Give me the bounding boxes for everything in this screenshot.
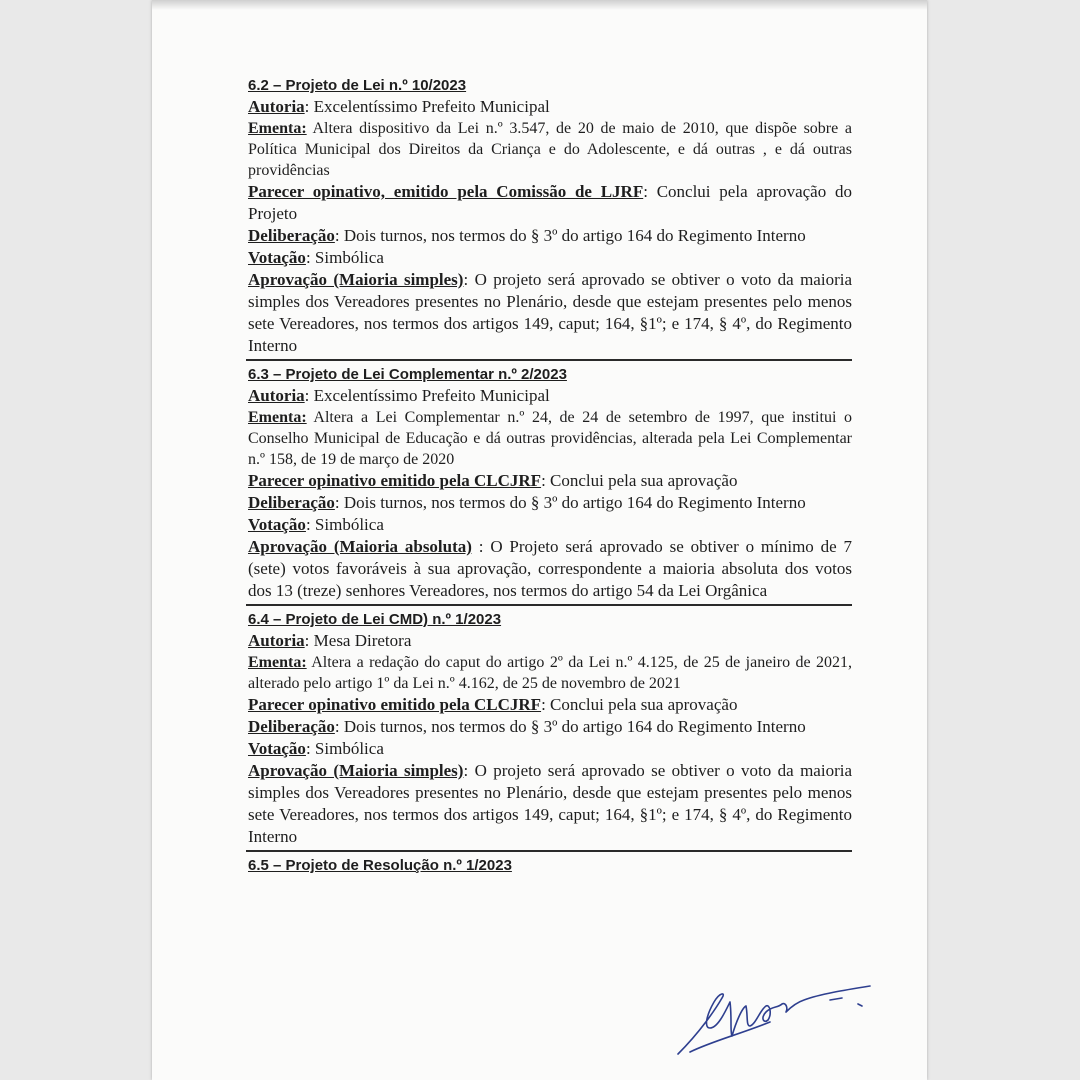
votacao-label: Votação (248, 515, 306, 534)
ementa-value: Altera a Lei Complementar n.º 24, de 24 de setembro de 1997, que institui o Conselho Municipal de Educação e dá outras providências, alterada pela Lei Complementar n.º 158, de 19 de março de 2020 (248, 409, 853, 468)
autoria-label: Autoria (248, 386, 305, 405)
autoria-line: Autoria: Excelentíssimo Prefeito Municipal (248, 386, 550, 405)
section-divider (246, 604, 852, 606)
deliberacao-line: Deliberação: Dois turnos, nos termos do § 3º do artigo 164 do Regimento Interno (248, 226, 806, 245)
aprovacao-label: Aprovação (Maioria simples) (248, 761, 464, 780)
ementa-label: Ementa: (248, 409, 307, 426)
parecer-value: Conclui pela sua aprovação (550, 695, 738, 714)
parecer-line: Parecer opinativo emitido pela CLCJRF: Conclui pela sua aprovação (248, 471, 738, 490)
autoria-line: Autoria: Mesa Diretora (248, 631, 412, 650)
aprovacao-label: Aprovação (Maioria absoluta) (248, 537, 472, 556)
aprovacao-value: O Projeto será aprovado se obtiver o mínimo de 7 (sete) votos favoráveis à sua aprovação, correspondente a maioria absoluta dos votos dos 13 (treze) senhores Vereadores, nos termos do artigo 54 da Lei Orgânica (248, 537, 852, 600)
ementa-label: Ementa: (248, 654, 307, 671)
aprovacao-line: Aprovação (Maioria absoluta) : O Projeto será aprovado se obtiver o mínimo de 7 (sete) votos favoráveis à sua aprovação, correspondente a maioria absoluta dos votos dos 13 (treze) senhores Vereadores, nos termos do artigo 54 da Lei Orgânica (248, 537, 852, 600)
deliberacao-value: Dois turnos, nos termos do § 3º do artigo 164 do Regimento Interno (343, 717, 806, 736)
deliberacao-value: Dois turnos, nos termos do § 3º do artigo 164 do Regimento Interno (343, 493, 806, 512)
section-6-4 (248, 610, 852, 852)
autoria-label: Autoria (248, 631, 305, 650)
section-heading: 6.3 – Projeto de Lei Complementar n.º 2/2023 (248, 366, 567, 383)
votacao-label: Votação (248, 248, 306, 267)
votacao-value: Simbólica (314, 515, 384, 534)
parecer-line: Parecer opinativo emitido pela CLCJRF: Conclui pela sua aprovação (248, 695, 738, 714)
document-content (248, 76, 852, 876)
ementa-line (248, 118, 852, 181)
votacao-line: Votação: Simbólica (248, 248, 384, 267)
parecer-value: Conclui pela sua aprovação (550, 471, 738, 490)
aprovacao-value: O projeto será aprovado se obtiver o voto da maioria simples dos Vereadores presentes no Plenário, desde que estejam presentes pelo menos sete Vereadores, nos termos dos artigos 149, caput; 164, §1º; e 174, § 4º, do Regimento Interno (248, 761, 852, 846)
deliberacao-label: Deliberação (248, 226, 335, 245)
votacao-value: Simbólica (314, 739, 384, 758)
section-divider (246, 359, 852, 361)
ementa-line (248, 652, 852, 694)
autoria-value: Excelentíssimo Prefeito Municipal (313, 386, 550, 405)
section-6-5 (248, 856, 852, 875)
deliberacao-line: Deliberação: Dois turnos, nos termos do § 3º do artigo 164 do Regimento Interno (248, 493, 806, 512)
deliberacao-label: Deliberação (248, 717, 335, 736)
autoria-value: Mesa Diretora (313, 631, 412, 650)
autoria-line: Autoria: Excelentíssimo Prefeito Municipal (248, 97, 550, 116)
ementa-label: Ementa: (248, 120, 307, 137)
parecer-label: Parecer opinativo emitido pela CLCJRF (248, 695, 542, 714)
parecer-value: Conclui pela aprovação do Projeto (248, 182, 852, 223)
autoria-value: Excelentíssimo Prefeito Municipal (313, 97, 550, 116)
ementa-value: Altera dispositivo da Lei n.º 3.547, de 20 de maio de 2010, que dispõe sobre a Política Municipal dos Direitos da Criança e do Adolescente, e dá outras , e dá outras providências (248, 120, 852, 179)
ementa-value: Altera a redação do caput do artigo 2º da Lei n.º 4.125, de 25 de janeiro de 2021, alterado pelo artigo 1º da Lei n.º 4.162, de 25 de novembro de 2021 (248, 654, 852, 692)
autoria-label: Autoria (248, 97, 305, 116)
votacao-line: Votação: Simbólica (248, 515, 384, 534)
section-divider (246, 850, 852, 852)
handwritten-signature (670, 962, 880, 1067)
votacao-line: Votação: Simbólica (248, 739, 384, 758)
section-heading: 6.4 – Projeto de Lei CMD) n.º 1/2023 (248, 611, 502, 628)
votacao-value: Simbólica (314, 248, 384, 267)
scan-shadow (152, 0, 927, 10)
ementa-line (248, 407, 852, 470)
aprovacao-value: O projeto será aprovado se obtiver o voto da maioria simples dos Vereadores presentes no Plenário, desde que estejam presentes pelo menos sete Vereadores, nos termos dos artigos 149, caput; 164, §1º; e 174, § 4º, do Regimento Interno (248, 270, 852, 355)
aprovacao-label: Aprovação (Maioria simples) (248, 270, 464, 289)
section-6-2 (248, 76, 852, 361)
section-6-3 (248, 365, 852, 606)
votacao-label: Votação (248, 739, 306, 758)
deliberacao-line: Deliberação: Dois turnos, nos termos do § 3º do artigo 164 do Regimento Interno (248, 717, 806, 736)
section-heading: 6.2 – Projeto de Lei n.º 10/2023 (248, 77, 467, 94)
parecer-label: Parecer opinativo emitido pela CLCJRF (248, 471, 542, 490)
deliberacao-label: Deliberação (248, 493, 335, 512)
deliberacao-value: Dois turnos, nos termos do § 3º do artigo 164 do Regimento Interno (343, 226, 806, 245)
aprovacao-line: Aprovação (Maioria simples): O projeto será aprovado se obtiver o voto da maioria simples dos Vereadores presentes no Plenário, desde que estejam presentes pelo menos sete Vereadores, nos termos dos artigos 149, caput; 164, §1º; e 174, § 4º, do Regimento Interno (248, 270, 852, 355)
section-heading: 6.5 – Projeto de Resolução n.º 1/2023 (248, 857, 512, 874)
aprovacao-line: Aprovação (Maioria simples): O projeto será aprovado se obtiver o voto da maioria simples dos Vereadores presentes no Plenário, desde que estejam presentes pelo menos sete Vereadores, nos termos dos artigos 149, caput; 164, §1º; e 174, § 4º, do Regimento Interno (248, 761, 852, 846)
parecer-label: Parecer opinativo, emitido pela Comissão de LJRF (248, 182, 644, 201)
parecer-line: Parecer opinativo, emitido pela Comissão de LJRF: Conclui pela aprovação do Projeto (248, 182, 852, 223)
